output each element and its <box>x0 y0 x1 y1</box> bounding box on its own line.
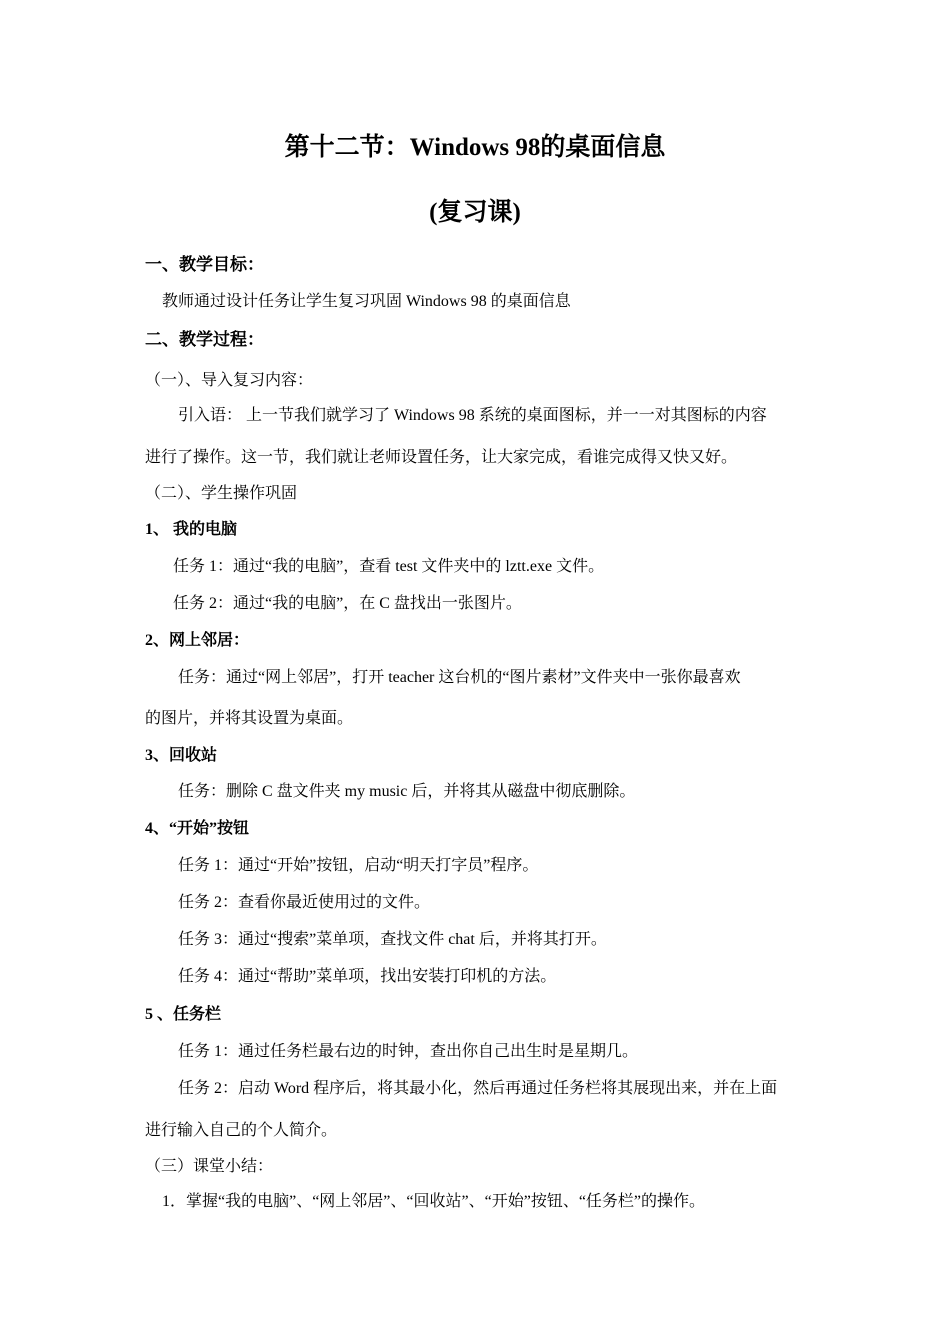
start-button-task3: 任务 3：通过“搜索”菜单项，查找文件 chat 后，并将其打开。 <box>178 931 607 948</box>
part-heading-summary: （三）课堂小结： <box>145 1158 274 1175</box>
item-heading-recycle-bin: 3、回收站 <box>145 747 218 764</box>
summary-item1: 1．掌握“我的电脑”、“网上邻居”、“回收站”、“开始”按钮、“任务栏”的操作。 <box>162 1193 706 1210</box>
item-heading-my-computer: 1、 我的电脑 <box>145 521 238 538</box>
part-heading-intro: （一）、导入复习内容： <box>145 372 314 389</box>
intro-text-line1: 引入语： 上一节我们就学习了 Windows 98 系统的桌面图标，并一一对其图标的内容 <box>178 407 767 424</box>
recycle-bin-task: 任务：删除 C 盘文件夹 my music 后，并将其从磁盘中彻底删除。 <box>178 783 636 800</box>
intro-text-line2: 进行了操作。这一节，我们就让老师设置任务，让大家完成，看谁完成得又快又好。 <box>145 449 738 466</box>
start-button-task2: 任务 2：查看你最近使用过的文件。 <box>178 894 431 911</box>
start-button-task4: 任务 4：通过“帮助”菜单项，找出安装打印机的方法。 <box>178 968 557 985</box>
document-title: 第十二节：Windows 98的桌面信息 <box>284 134 666 161</box>
taskbar-task2-line1: 任务 2：启动 Word 程序后，将其最小化，然后再通过任务栏将其展现出来，并在上面 <box>178 1080 778 1097</box>
section-heading-goals: 一、教学目标： <box>145 255 264 274</box>
taskbar-task2-line2: 进行输入自己的个人简介。 <box>145 1122 338 1139</box>
network-task-line2: 的图片，并将其设置为桌面。 <box>145 710 354 727</box>
goals-text: 教师通过设计任务让学生复习巩固 Windows 98 的桌面信息 <box>162 293 571 310</box>
my-computer-task1: 任务 1：通过“我的电脑”，查看 test 文件夹中的 lztt.exe 文件。 <box>173 558 605 575</box>
item-heading-network: 2、网上邻居： <box>145 632 250 649</box>
start-button-task1: 任务 1：通过“开始”按钮，启动“明天打字员”程序。 <box>178 857 539 874</box>
document-subtitle: (复习课) <box>429 199 521 226</box>
network-task-line1: 任务：通过“网上邻居”，打开 teacher 这台机的“图片素材”文件夹中一张你最喜欢 <box>178 669 741 686</box>
item-heading-taskbar: 5 、任务栏 <box>145 1006 222 1023</box>
my-computer-task2: 任务 2：通过“我的电脑”，在 C 盘找出一张图片。 <box>173 595 522 612</box>
part-heading-practice: （二）、学生操作巩固 <box>145 485 298 502</box>
taskbar-task1: 任务 1：通过任务栏最右边的时钟，查出你自己出生时是星期几。 <box>178 1043 639 1060</box>
section-heading-process: 二、教学过程： <box>145 330 264 349</box>
item-heading-start-button: 4、“开始”按钮 <box>145 820 250 837</box>
